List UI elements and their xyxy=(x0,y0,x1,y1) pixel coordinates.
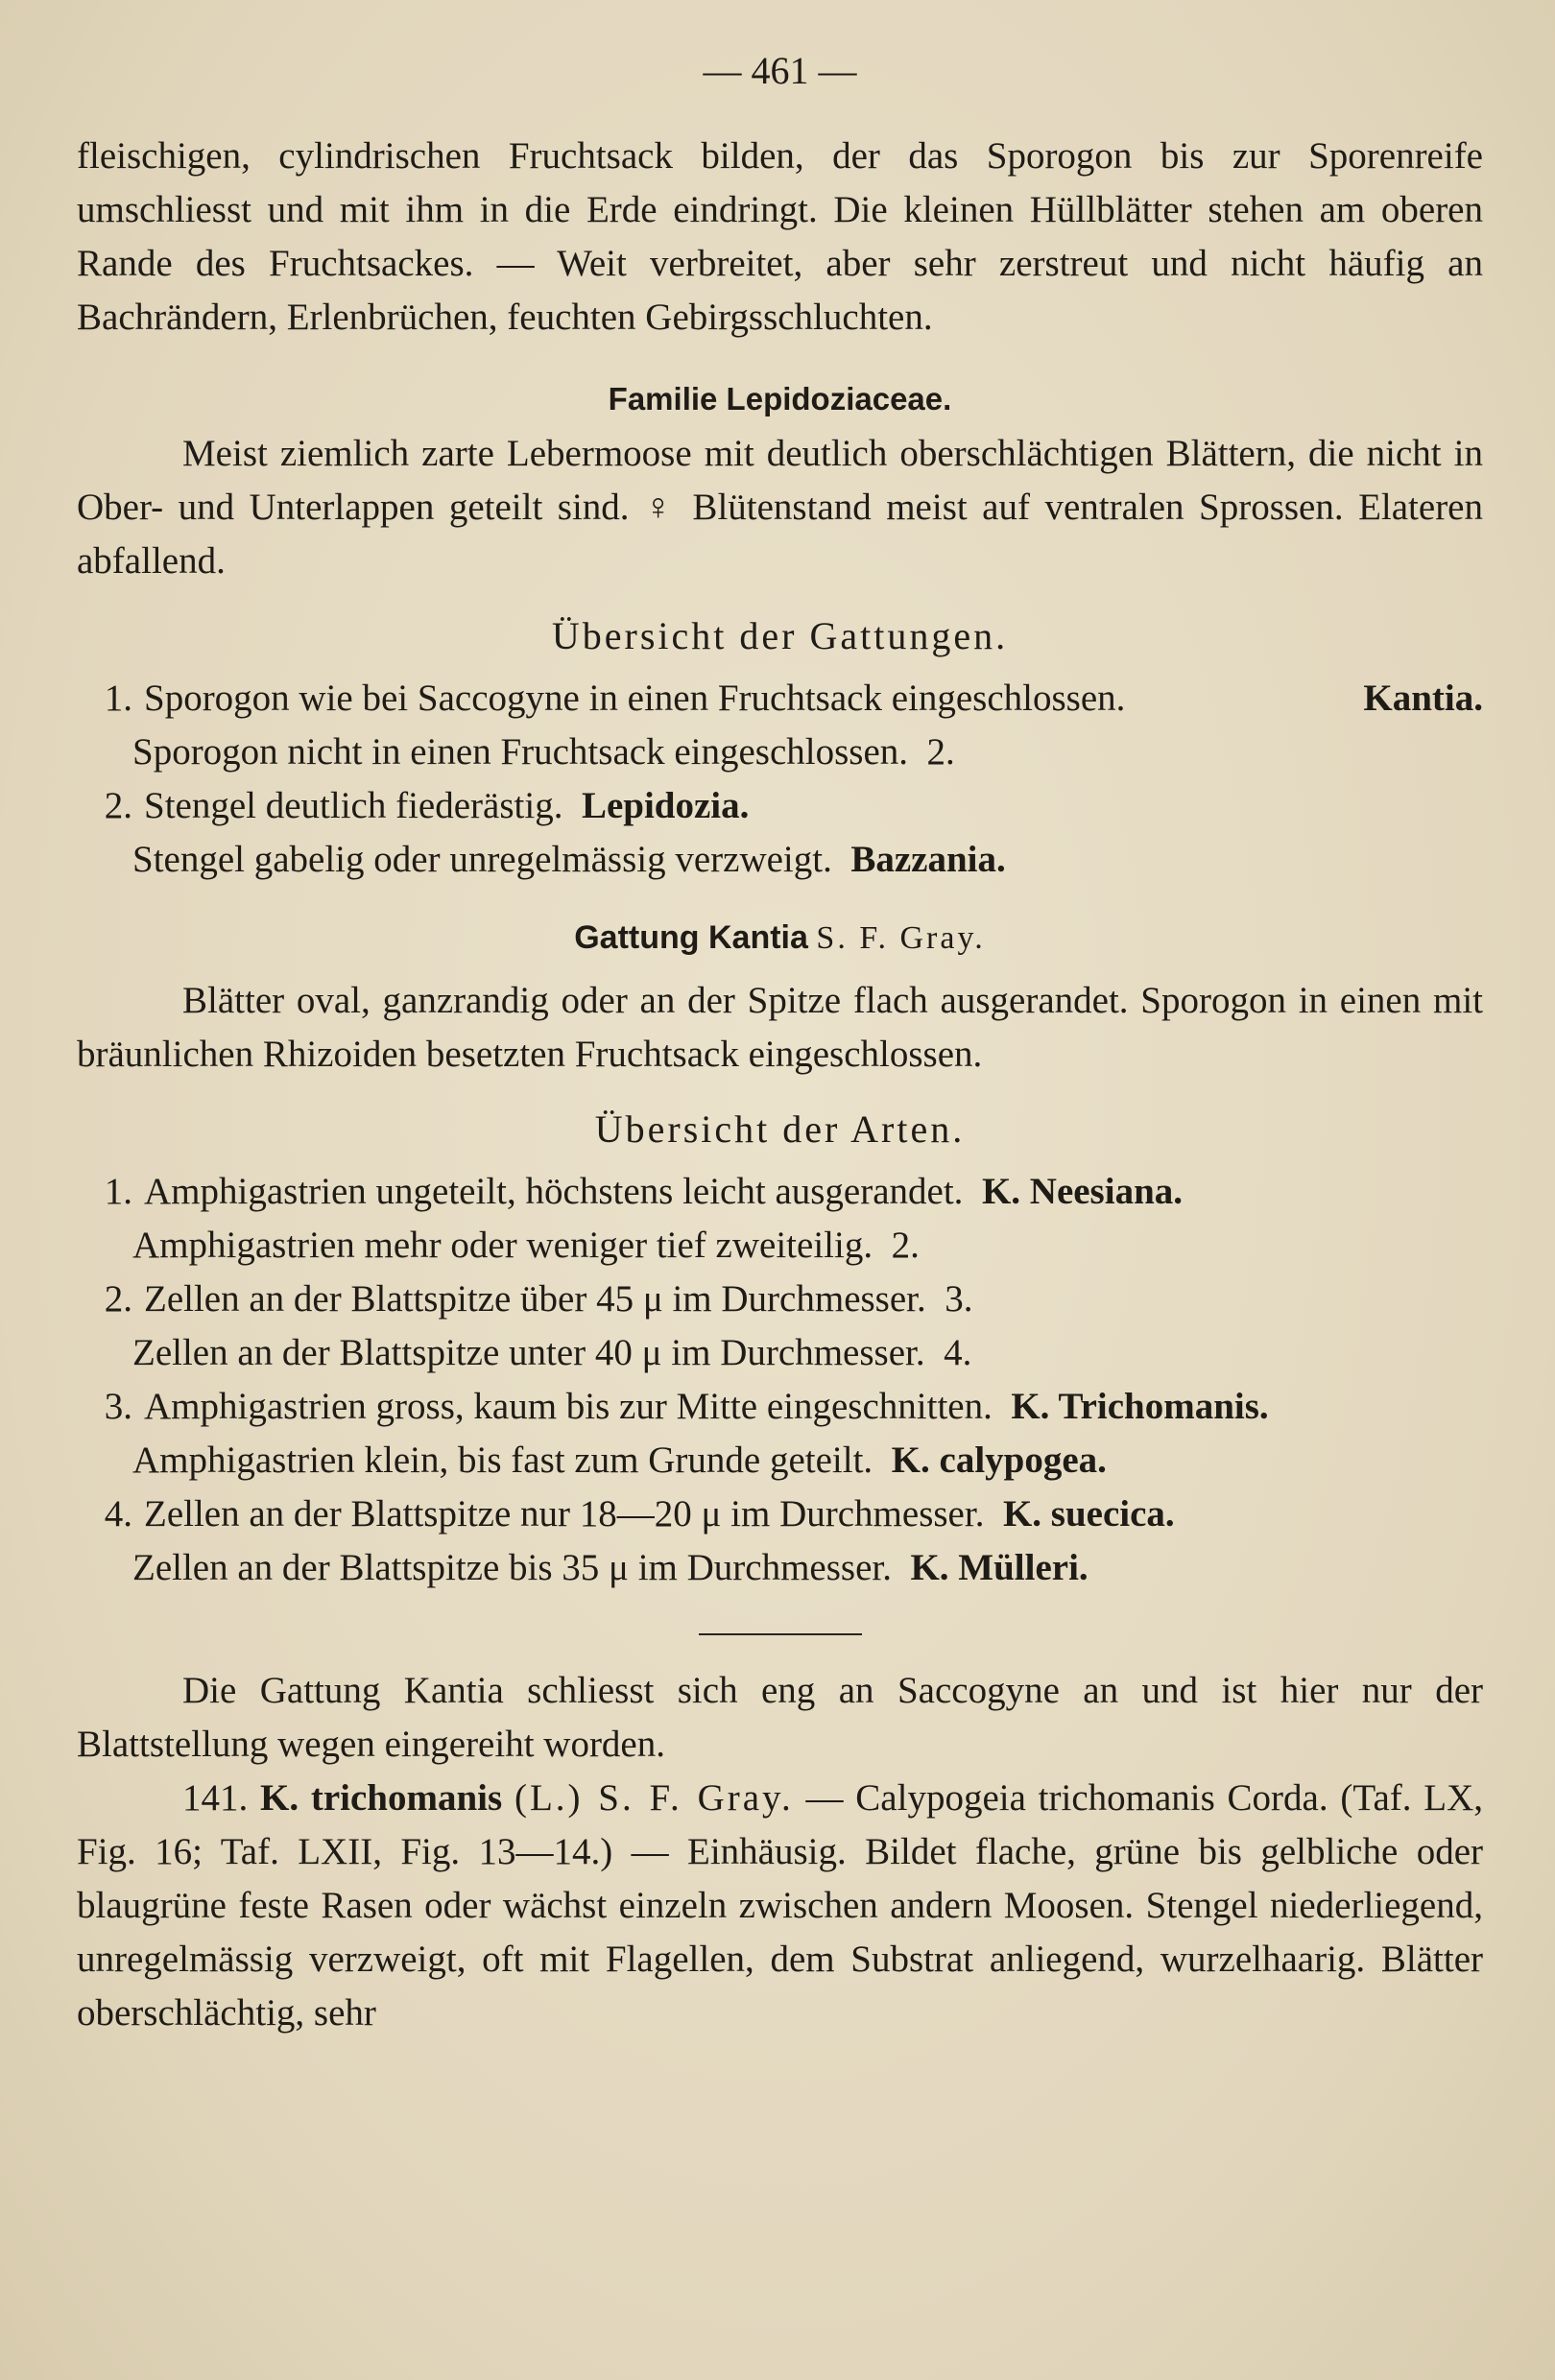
key-row xyxy=(77,1541,1483,1595)
key-result: K. Neesiana. xyxy=(981,1171,1184,1212)
key-text: Zellen an der Blattspitze bis 35 μ im Durchmesser. xyxy=(132,1547,892,1588)
key-text: Amphigastrien ungeteilt, höchstens leicht ausgerandet. xyxy=(144,1171,964,1212)
key-row xyxy=(77,1219,1483,1273)
key-text: Sporogon wie bei Saccogyne in einen Fruchtsack eingeschlossen. xyxy=(144,678,1126,719)
key-result: Lepidozia. xyxy=(581,785,750,826)
key-text: Amphigastrien gross, kaum bis zur Mitte eingeschnitten. xyxy=(144,1386,993,1427)
species-entry xyxy=(77,1772,1483,2040)
key-result: K. suecica. xyxy=(1002,1493,1175,1535)
family-description: Meist ziemlich zarte Lebermoose mit deutlich oberschlächtigen Blättern, die nicht in Ober- und Unterlappen geteilt sind. ♀ Blütenstand meist auf ventralen Sprossen. Elateren abfallend. xyxy=(77,433,1483,582)
intro-paragraph: fleischigen, cylindrischen Fruchtsack bilden, der das Sporogon bis zur Sporenreife umschliesst und mit ihm in die Erde eindringt. Die kleinen Hüllblätter stehen am oberen Rande des Fruchtsackes. — Weit verbreitet, aber sehr zerstreut und nicht häufig an Bachrändern, Erlenbrüchen, feuchten Gebirgsschluchten. xyxy=(77,135,1483,338)
key-result: 3. xyxy=(945,1278,973,1320)
genus-name: Gattung Kantia xyxy=(574,919,808,956)
genus-heading xyxy=(77,919,1483,957)
genera-key-heading: Übersicht der Gattungen. xyxy=(551,614,1009,657)
key-row xyxy=(77,833,1483,887)
key-row xyxy=(77,1326,1483,1380)
key-result: Kantia. xyxy=(1363,678,1483,719)
key-number: 4. xyxy=(104,1493,132,1535)
key-row xyxy=(77,672,1483,726)
species-key xyxy=(77,1165,1483,1595)
key-result: 4. xyxy=(944,1332,972,1373)
genus-author: S. F. Gray. xyxy=(816,920,986,956)
key-result: 2. xyxy=(926,731,955,773)
key-row xyxy=(77,779,1483,833)
species-key-heading: Übersicht der Arten. xyxy=(594,1107,966,1151)
key-text: Amphigastrien mehr oder weniger tief zweiteilig. xyxy=(132,1225,873,1266)
species-author: (L.) S. F. Gray. xyxy=(514,1777,794,1819)
key-text: Sporogon nicht in einen Fruchtsack eingeschlossen. xyxy=(132,731,909,773)
key-result: K. Trichomanis. xyxy=(1011,1386,1269,1427)
key-text: Stengel deutlich fiederästig. xyxy=(144,785,563,826)
species-name: K. trichomanis xyxy=(260,1777,503,1819)
key-row xyxy=(77,1380,1483,1434)
key-result: K. calypogea. xyxy=(891,1440,1107,1481)
key-row xyxy=(77,1434,1483,1488)
key-text: Stengel gabelig oder unregelmässig verzweigt. xyxy=(132,839,832,880)
species-number: 141. xyxy=(182,1777,249,1819)
key-text: Zellen an der Blattspitze unter 40 μ im Durchmesser. xyxy=(132,1332,925,1373)
genera-key xyxy=(77,672,1483,887)
key-row xyxy=(77,1273,1483,1326)
key-number: 1. xyxy=(104,678,132,719)
key-row xyxy=(77,1165,1483,1219)
key-result: 2. xyxy=(891,1225,920,1266)
page-number: — 461 — xyxy=(703,49,857,92)
key-text: Zellen an der Blattspitze nur 18—20 μ im Durchmesser. xyxy=(144,1493,985,1535)
key-number: 1. xyxy=(104,1171,132,1212)
species-text: — Calypogeia trichomanis Corda. (Taf. LX, Fig. 16; Taf. LXII, Fig. 13—14.) — Einhäusig. Bildet flache, grüne bis gelbliche oder blaugrüne feste Rasen oder wächst einzeln zwischen andern Moosen. Stengel niederliegend, unregelmässig verzweigt, oft mit Flagellen, dem Substrat anliegend, wurzelhaarig. Blätter oberschlächtig, sehr xyxy=(77,1777,1484,2034)
key-result: Bazzania. xyxy=(850,839,1006,880)
key-row xyxy=(77,726,1483,779)
key-text: Zellen an der Blattspitze über 45 μ im Durchmesser. xyxy=(144,1278,926,1320)
key-row xyxy=(77,1488,1483,1541)
key-number: 2. xyxy=(104,1278,132,1320)
key-result: K. Mülleri. xyxy=(910,1547,1088,1588)
genus-description: Blätter oval, ganzrandig oder an der Spitze flach ausgerandet. Sporogon in einen mit bräunlichen Rhizoiden besetzten Fruchtsack eingeschlossen. xyxy=(77,980,1483,1075)
genus-note: Die Gattung Kantia schliesst sich eng an Saccogyne an und ist hier nur der Blattstellung wegen eingereiht worden. xyxy=(77,1670,1483,1765)
key-number: 2. xyxy=(104,785,132,826)
key-number: 3. xyxy=(104,1386,132,1427)
key-text: Amphigastrien klein, bis fast zum Grunde geteilt. xyxy=(132,1440,873,1481)
section-divider xyxy=(699,1633,862,1635)
family-heading: Familie Lepidoziaceae. xyxy=(608,381,952,416)
